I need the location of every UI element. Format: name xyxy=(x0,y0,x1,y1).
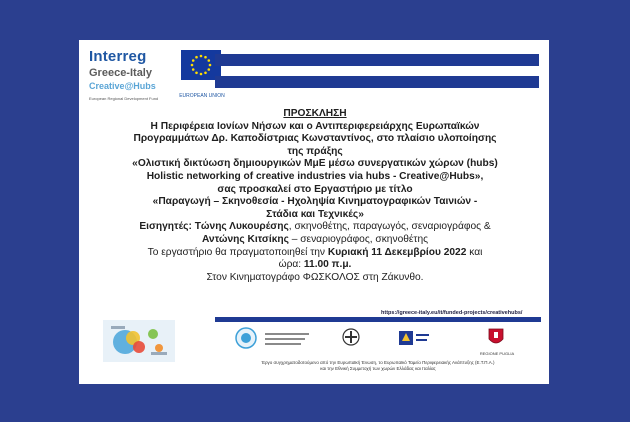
workshop-title-2: Στάδια και Τεχνικές» xyxy=(266,208,364,220)
partner-logo-1-icon xyxy=(235,326,261,350)
invitation-title: ΠΡΟΣΚΛΗΣΗ xyxy=(283,108,347,119)
regione-puglia-logo-icon xyxy=(483,326,509,350)
intro-line-3: της πράξης xyxy=(287,145,343,157)
eu-label: EUROPEAN UNION xyxy=(179,93,225,99)
event-venue: ΦΩΣΚΟΛΟΣ xyxy=(302,271,360,283)
speaker-2-name: Αντώνης Κιτσίκης xyxy=(201,233,289,245)
logo-subtitle: Greece-Italy xyxy=(89,67,152,79)
funding-line-2: και την Εθνική Συμμετοχή των χωρών Ελλάδας και Ιταλίας xyxy=(320,365,436,371)
venue-prefix: Στον Κινηματογράφο xyxy=(206,271,303,283)
funding-text xyxy=(215,360,541,371)
logo-project: Creative@Hubs xyxy=(89,81,156,91)
speaker-1-roles: , σκηνοθέτης, παραγωγός, σεναριογράφος & xyxy=(288,221,491,233)
project-title-greek: «Ολιστική δικτύωση δημιουργικών ΜμΕ μέσω συνεργατικών χώρων (hubs) xyxy=(132,158,498,170)
map-thumbnail xyxy=(103,320,175,362)
greek-emblem-icon xyxy=(341,326,361,350)
intro-line-1: Η Περιφέρεια Ιονίων Νήσων και ο Αντιπεριφερειάρχης Ευρωπαϊκών xyxy=(150,120,480,132)
event-date: Κυριακή 11 Δεκεμβρίου 2022 xyxy=(327,246,467,258)
intro-line-2: Προγραμμάτων Δρ. Καποδίστριας Κωνσταντίνος, στο πλαίσιο υλοποίησης xyxy=(133,133,497,145)
partner-logo-2-icon xyxy=(265,326,309,350)
venue-suffix: στη Ζάκυνθο. xyxy=(359,271,424,283)
date-suffix: και xyxy=(466,246,483,258)
workshop-title-1: «Παραγωγή – Σκηνοθεσία - Ηχοληψία Κινηματογραφικών Ταινιών - xyxy=(152,196,478,208)
time-prefix: ώρα: xyxy=(278,259,304,271)
event-time: 11.00 π.μ. xyxy=(303,259,352,271)
speaker-1-name: Τώνης Λυκουρέσης xyxy=(194,221,289,233)
partner-logo-3-icon xyxy=(397,326,431,350)
speakers-label: Εισηγητές: xyxy=(139,221,192,233)
regione-puglia-label: REGIONE PUGLIA xyxy=(479,351,515,356)
header-bar-top xyxy=(215,54,539,66)
header-bar-bottom xyxy=(215,76,539,88)
invites-line: σας προσκαλεί στο Εργαστήριο με τίτλο xyxy=(217,183,413,195)
invitation-card xyxy=(79,40,549,384)
speaker-2-roles: – σεναριογράφος, σκηνοθέτης xyxy=(288,233,429,245)
logo-fund: European Regional Development Fund xyxy=(89,96,159,101)
invitation-text xyxy=(89,108,541,284)
project-title-english: Holistic networking of creative industries via hubs - Creative@Hubs», xyxy=(146,170,484,182)
funding-line-1: Έργο συγχρηματοδοτούμενο από την Ευρωπαϊκή Ένωση, το Ευρωπαϊκό Ταμείο Περιφερειακής Ανάπτυξης (Ε.Τ.Π.Α.) xyxy=(261,360,495,365)
footer-bar xyxy=(215,317,541,322)
project-url: https://greece-italy.eu/it/funded-projects/creativehubs/ xyxy=(381,310,523,316)
date-prefix: Το εργαστήριο θα πραγματοποιηθεί την xyxy=(147,246,328,258)
logo-title: Interreg xyxy=(89,48,147,65)
